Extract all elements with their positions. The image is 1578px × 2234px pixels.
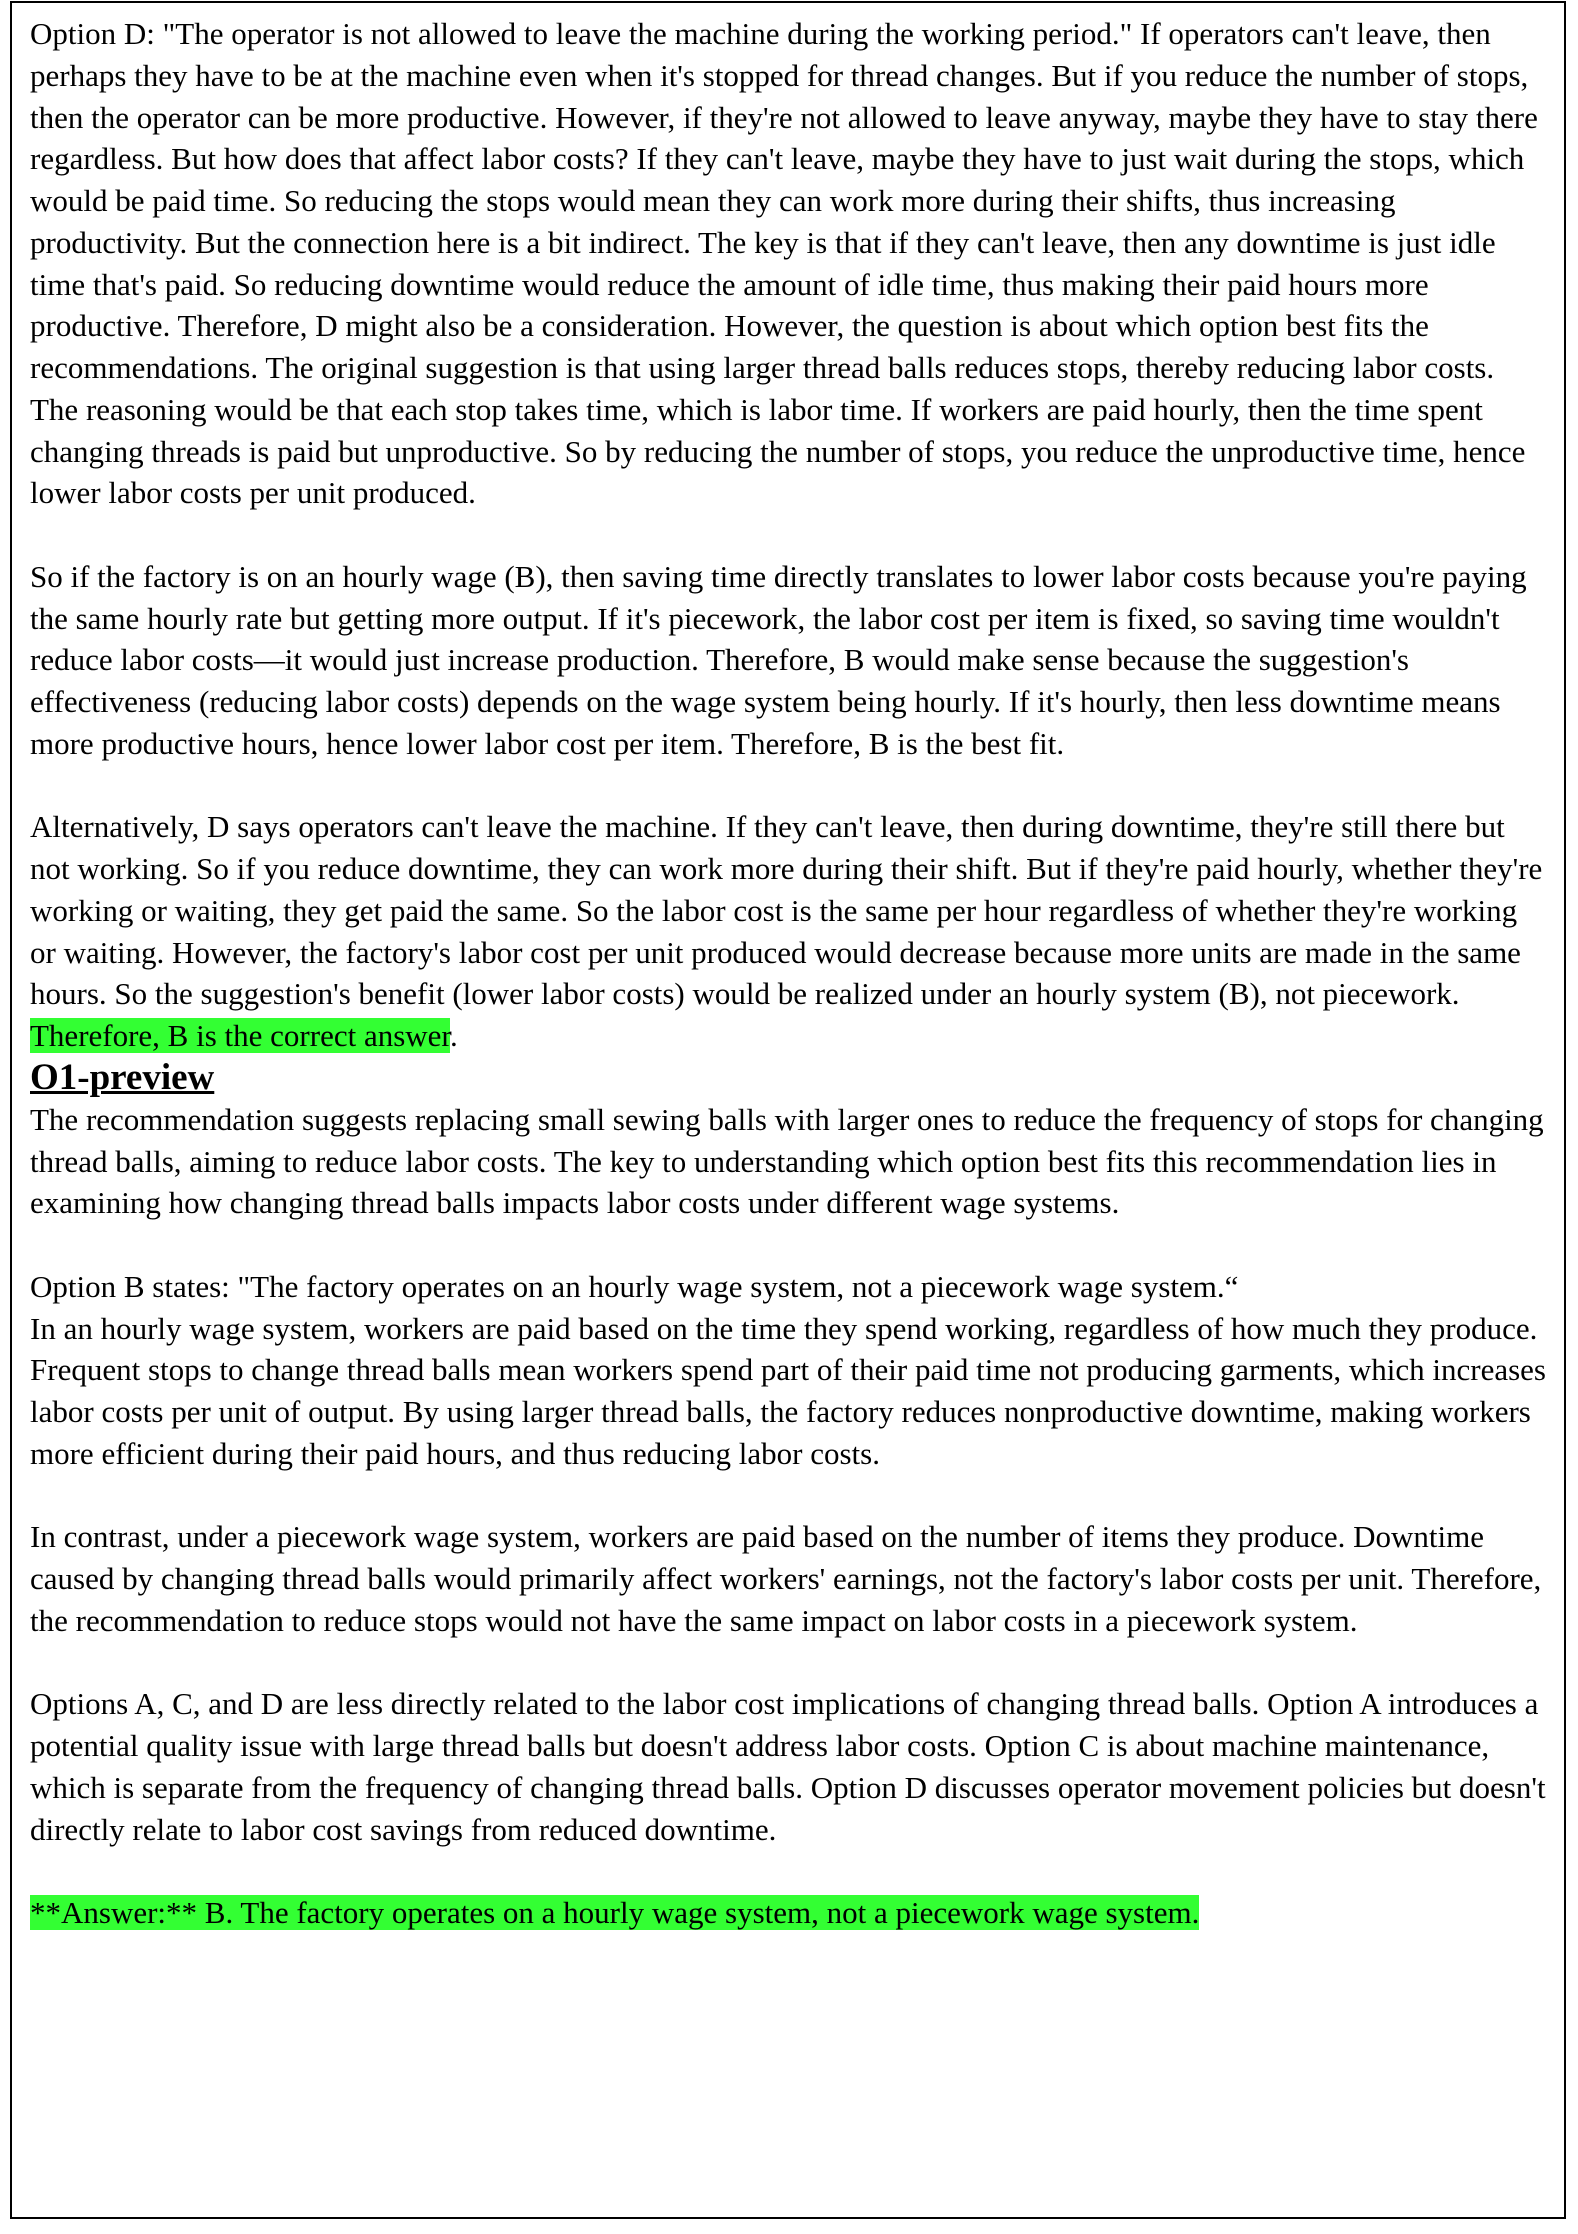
o1-answer-highlight: **Answer:** B. The factory operates on a hourly wage system, not a piecework wage system.	[30, 1895, 1200, 1930]
document-frame	[10, 1, 1566, 2219]
o1-paragraph-piecework: In contrast, under a piecework wage system, workers are paid based on the number of items they produce. Downtime caused by changing thread balls would primarily affect workers' earnings, not the factory's labor costs per unit. Therefore, the recommendation to reduce stops would not have the same impact on labor costs in a piecework system.	[30, 1519, 1542, 1638]
reasoning-paragraph-hourly-wage: So if the factory is on an hourly wage (B), then saving time directly translates to lower labor costs because you're paying the same hourly rate but getting more output. If it's piecework, the labor cost per item is fixed, so saving time wouldn't reduce labor costs—it would just increase production. Therefore, B would make sense because the suggestion's effectiveness (reducing labor costs) depends on the wage system being hourly. If it's hourly, then less downtime means more productive hours, hence lower labor cost per item. Therefore, B is the best fit.	[30, 558, 1527, 761]
o1-paragraph-recommendation: The recommendation suggests replacing small sewing balls with larger ones to reduce the frequency of stops for changing thread balls, aiming to reduce labor costs. The key to understanding which option best fits this recommendation lies in examining how changing thread balls impacts labor costs under different wage systems.	[30, 1101, 1544, 1221]
o1-answer-paragraph	[30, 1892, 1546, 1934]
o1-option-b-explanation: In an hourly wage system, workers are paid based on the time they spend working, regardless of how much they produce. Frequent stops to change thread balls mean workers spend part of their paid time not producing garments, which increases labor costs per unit of output. By using larger thread balls, the factory reduces nonproductive downtime, making workers more efficient during their paid hours, and thus reducing labor costs.	[30, 1310, 1546, 1471]
o1-preview-heading: O1-preview	[30, 1056, 215, 1098]
o1-option-b-statement: Option B states: "The factory operates on an hourly wage system, not a piecework wage system.“	[30, 1268, 1239, 1304]
reasoning-conclusion-period: .	[450, 1018, 458, 1053]
o1-paragraph-other-options: Options A, C, and D are less directly related to the labor cost implications of changing thread balls. Option A introduces a potential quality issue with large thread balls but doesn't address labor costs. Option C is about machine maintenance, which is separate from the frequency of changing thread balls. Option D discusses operator movement policies but doesn't directly relate to labor cost savings from reduced downtime.	[30, 1686, 1546, 1847]
o1-paragraph-option-b	[30, 1266, 1546, 1475]
reasoning-conclusion-text: Alternatively, D says operators can't leave the machine. If they can't leave, then during downtime, they're still there but not working. So if you reduce downtime, they can work more during their shift. But if they're paid hourly, whether they're working or waiting, they get paid the same. So the labor cost is the same per hour regardless of whether they're working or waiting. However, the factory's labor cost per unit produced would decrease because more units are made in the same hours. So the suggestion's benefit (lower labor costs) would be realized under an hourly system (B), not piecework.	[30, 809, 1543, 1012]
reasoning-paragraph-option-d: Option D: "The operator is not allowed to leave the machine during the working period." If operators can't leave, then perhaps they have to be at the machine even when it's stopped for thread changes. But if you reduce the number of stops, then the operator can be more productive. However, if they're not allowed to leave anyway, maybe they have to stay there regardless. But how does that affect labor costs? If they can't leave, maybe they have to just wait during the stops, which would be paid time. So reducing the stops would mean they can work more during their shifts, thus increasing productivity. But the connection here is a bit indirect. The key is that if they can't leave, then any downtime is just idle time that's paid. So reducing downtime would reduce the amount of idle time, thus making their paid hours more productive. Therefore, D might also be a consideration. However, the question is about which option best fits the recommendations. The original suggestion is that using larger thread balls reduces stops, thereby reducing labor costs. The reasoning would be that each stop takes time, which is labor time. If workers are paid hourly, then the time spent changing threads is paid but unproductive. So by reducing the number of stops, you reduce the unproductive time, hence lower labor costs per unit produced.	[30, 16, 1538, 511]
reasoning-paragraph-conclusion	[30, 806, 1546, 1057]
correct-answer-highlight: Therefore, B is the correct answer	[30, 1018, 451, 1053]
